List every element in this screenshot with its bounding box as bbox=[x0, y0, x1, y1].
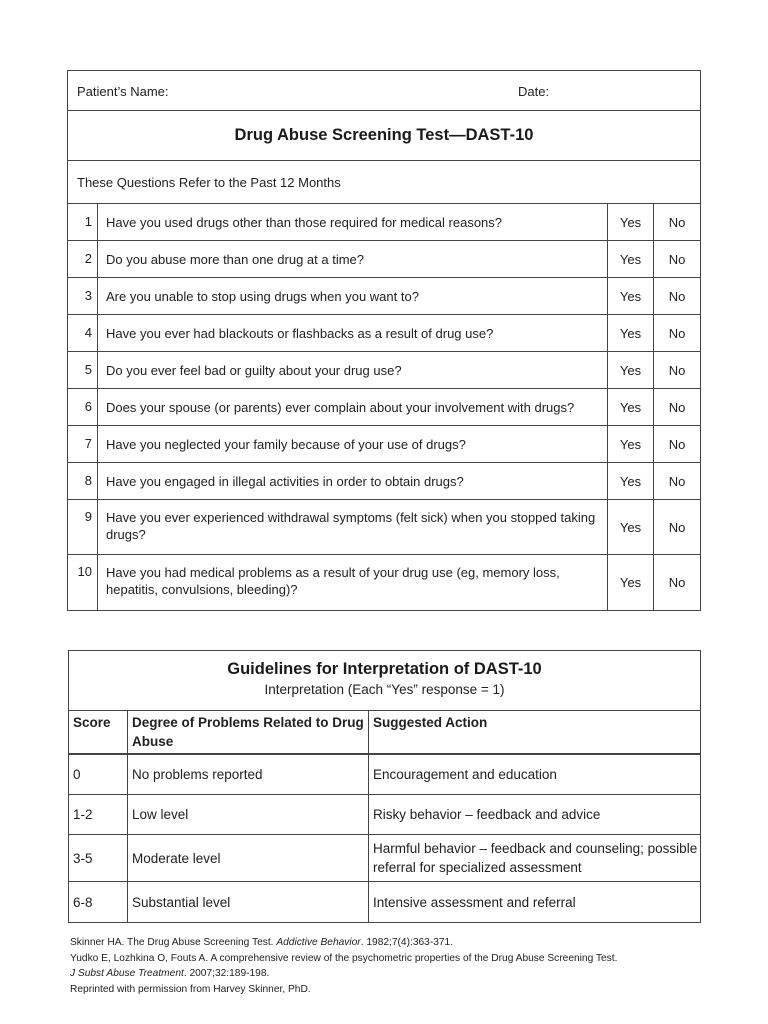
reference-1-details: . 1982;7(4):363-371. bbox=[360, 937, 454, 948]
action-header: Suggested Action bbox=[373, 715, 488, 730]
score-cell: 1-2 bbox=[69, 795, 128, 834]
reference-2-source bbox=[70, 966, 617, 982]
question-row bbox=[68, 204, 700, 241]
action-cell: Risky behavior – feedback and advice bbox=[373, 807, 601, 822]
question-text: Are you unable to stop using drugs when you want to? bbox=[98, 278, 608, 314]
yes-option[interactable]: Yes bbox=[608, 426, 654, 462]
reference-2-authors: Yudko E, Lozhkina O, Fouts A. A comprehensive review of the psychometric properties of the Drug Abuse Screening Test. bbox=[70, 952, 618, 964]
dast-form bbox=[67, 70, 701, 611]
question-text: Have you engaged in illegal activities in order to obtain drugs? bbox=[98, 463, 608, 499]
question-number: 6 bbox=[68, 389, 98, 425]
no-option[interactable]: No bbox=[668, 325, 686, 341]
question-number: 3 bbox=[68, 278, 98, 314]
no-option[interactable]: No bbox=[668, 214, 686, 230]
question-text: Do you ever feel bad or guilty about your drug use? bbox=[98, 352, 608, 388]
reprint-note: Reprinted with permission from Harvey Skinner, PhD. bbox=[70, 983, 311, 995]
no-option[interactable]: No bbox=[668, 288, 686, 304]
question-row bbox=[68, 352, 700, 389]
degree-cell: No problems reported bbox=[128, 755, 369, 794]
date-label: Date: bbox=[518, 84, 550, 99]
question-row bbox=[68, 463, 700, 500]
yes-option[interactable]: Yes bbox=[608, 315, 654, 351]
question-number: 2 bbox=[68, 241, 98, 277]
question-text: Have you ever experienced withdrawal symptoms (felt sick) when you stopped taking drugs? bbox=[98, 500, 608, 554]
yes-option[interactable]: Yes bbox=[608, 389, 654, 425]
guidelines-title: Guidelines for Interpretation of DAST-10 bbox=[227, 660, 542, 678]
question-text: Have you had medical problems as a result of your drug use (eg, memory loss, hepatitis, convulsions, bleeding)? bbox=[98, 555, 608, 610]
reference-1 bbox=[70, 935, 617, 951]
guidelines-row bbox=[69, 882, 700, 922]
guidelines-row bbox=[69, 795, 700, 835]
degree-header: Degree of Problems Related to Drug Abuse bbox=[128, 711, 369, 753]
guidelines-header bbox=[69, 651, 700, 711]
degree-cell: Substantial level bbox=[128, 882, 369, 922]
yes-option[interactable]: Yes bbox=[608, 278, 654, 314]
no-option[interactable]: No bbox=[668, 436, 686, 452]
references bbox=[70, 935, 617, 997]
reference-2-journal: J Subst Abuse Treatment bbox=[70, 968, 184, 979]
degree-cell: Low level bbox=[128, 795, 369, 834]
question-row bbox=[68, 389, 700, 426]
question-row bbox=[68, 278, 700, 315]
question-row bbox=[68, 241, 700, 278]
question-number: 5 bbox=[68, 352, 98, 388]
no-option[interactable]: No bbox=[668, 519, 686, 535]
question-row bbox=[68, 426, 700, 463]
no-option[interactable]: No bbox=[668, 251, 686, 267]
yes-option[interactable]: Yes bbox=[608, 241, 654, 277]
degree-cell: Moderate level bbox=[128, 835, 369, 881]
no-option[interactable]: No bbox=[668, 575, 686, 590]
question-number: 7 bbox=[68, 426, 98, 462]
question-row bbox=[68, 500, 700, 555]
reference-2-details: . 2007;32:189-198. bbox=[183, 968, 270, 979]
reference-1-authors: Skinner HA. The Drug Abuse Screening Test. bbox=[70, 937, 277, 948]
question-text: Does your spouse (or parents) ever complain about your involvement with drugs? bbox=[98, 389, 608, 425]
action-cell: Harmful behavior – feedback and counseling; possible referral for specialized assessment bbox=[373, 841, 698, 875]
no-option[interactable]: No bbox=[668, 399, 686, 415]
form-subtitle: These Questions Refer to the Past 12 Months bbox=[68, 161, 700, 204]
yes-option[interactable]: Yes bbox=[608, 500, 654, 554]
reference-2 bbox=[70, 951, 617, 967]
score-cell: 3-5 bbox=[69, 835, 128, 881]
question-number: 4 bbox=[68, 315, 98, 351]
patient-name-label: Patient’s Name: bbox=[77, 84, 169, 99]
question-number: 1 bbox=[68, 204, 98, 240]
question-number: 9 bbox=[68, 500, 98, 554]
question-number: 10 bbox=[68, 555, 98, 610]
form-title: Drug Abuse Screening Test—DAST-10 bbox=[68, 111, 700, 161]
yes-option[interactable]: Yes bbox=[608, 555, 654, 610]
question-row bbox=[68, 555, 700, 610]
question-text: Have you ever had blackouts or flashbacks as a result of drug use? bbox=[98, 315, 608, 351]
question-text: Have you used drugs other than those required for medical reasons? bbox=[98, 204, 608, 240]
score-cell: 0 bbox=[69, 755, 128, 794]
yes-option[interactable]: Yes bbox=[608, 463, 654, 499]
question-text: Have you neglected your family because of your use of drugs? bbox=[98, 426, 608, 462]
no-option[interactable]: No bbox=[668, 362, 686, 378]
reference-1-journal: Addictive Behavior bbox=[276, 937, 361, 948]
score-header: Score bbox=[69, 711, 128, 753]
guidelines-column-headers bbox=[69, 711, 700, 755]
yes-option[interactable]: Yes bbox=[608, 204, 654, 240]
guidelines-subtitle: Interpretation (Each “Yes” response = 1) bbox=[264, 682, 505, 697]
guidelines-row bbox=[69, 755, 700, 795]
action-cell: Intensive assessment and referral bbox=[373, 894, 576, 910]
action-cell: Encouragement and education bbox=[373, 767, 557, 782]
guidelines-table bbox=[68, 650, 701, 923]
no-option[interactable]: No bbox=[668, 473, 686, 489]
score-cell: 6-8 bbox=[69, 882, 128, 922]
patient-info-row bbox=[68, 71, 700, 111]
yes-option[interactable]: Yes bbox=[608, 352, 654, 388]
question-text: Do you abuse more than one drug at a time? bbox=[98, 241, 608, 277]
question-row bbox=[68, 315, 700, 352]
question-number: 8 bbox=[68, 463, 98, 499]
guidelines-row bbox=[69, 835, 700, 882]
